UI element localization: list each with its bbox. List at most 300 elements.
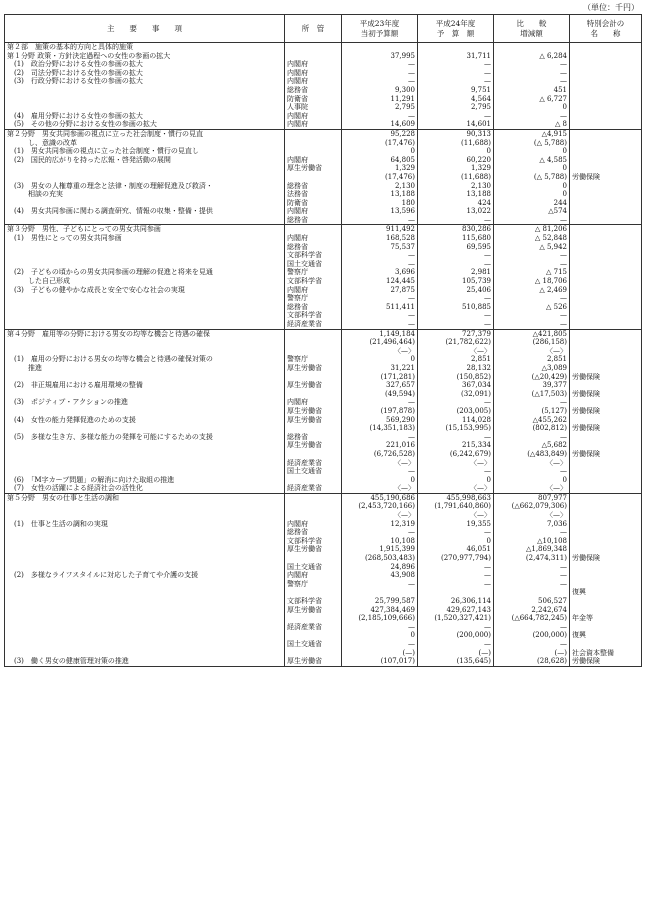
row-fy23: 10,108 bbox=[342, 537, 418, 546]
row-diff: — bbox=[494, 467, 570, 476]
row-dept: 厚生労働省 bbox=[285, 407, 342, 416]
row-diff: 0 bbox=[494, 182, 570, 191]
row-fy24: — bbox=[418, 251, 494, 260]
row-dept: 経済産業省 bbox=[285, 623, 342, 632]
row-dept: 国土交通省 bbox=[285, 640, 342, 649]
row-item bbox=[5, 502, 285, 511]
row-item bbox=[5, 623, 285, 632]
row-dept bbox=[285, 373, 342, 382]
row-dept: 文部科学省 bbox=[285, 311, 342, 320]
row-dept: 厚生労働省 bbox=[285, 441, 342, 450]
row-fy24: 2,981 bbox=[418, 268, 494, 277]
table-row bbox=[5, 243, 642, 252]
row-fy23: 64,805 bbox=[342, 156, 418, 165]
row-special bbox=[570, 147, 642, 156]
row-fy23: 〈—〉 bbox=[342, 459, 418, 468]
row-fy23: — bbox=[342, 580, 418, 589]
row-diff: 〈—〉 bbox=[494, 347, 570, 356]
row-fy23: (17,476) bbox=[342, 139, 418, 148]
table-row bbox=[5, 139, 642, 148]
table-row bbox=[5, 537, 642, 546]
row-dept: 内閣府 bbox=[285, 207, 342, 216]
row-dept: 厚生労働省 bbox=[285, 164, 342, 173]
row-dept: 厚生労働省 bbox=[285, 606, 342, 615]
row-fy24: (11,688) bbox=[418, 173, 494, 182]
row-special bbox=[570, 640, 642, 649]
header-diff: 比 較 増減額 bbox=[494, 15, 570, 43]
unit-note: （単位：千円） bbox=[583, 3, 639, 12]
row-dept: 文部科学省 bbox=[285, 537, 342, 546]
row-fy23: 13,188 bbox=[342, 190, 418, 199]
row-item: (4) 男女共同参画に関わる調査研究、情報の収集・整備・提供 bbox=[5, 207, 285, 216]
row-special: 復興 bbox=[570, 631, 642, 640]
table-row bbox=[5, 511, 642, 520]
row-diff: △455,262 bbox=[494, 416, 570, 425]
row-fy24: — bbox=[418, 528, 494, 537]
row-diff: (—) bbox=[494, 649, 570, 658]
row-diff: (802,812) bbox=[494, 424, 570, 433]
table-row bbox=[5, 390, 642, 399]
row-diff: 〈—〉 bbox=[494, 511, 570, 520]
table-row bbox=[5, 520, 642, 529]
row-fy23: — bbox=[342, 640, 418, 649]
row-fy24: (1,791,640,860) bbox=[418, 502, 494, 511]
row-fy24: — bbox=[418, 294, 494, 303]
row-dept: 経済産業省 bbox=[285, 484, 342, 493]
row-special bbox=[570, 182, 642, 191]
row-dept: 内閣府 bbox=[285, 77, 342, 86]
table-row bbox=[5, 329, 642, 338]
row-special bbox=[570, 190, 642, 199]
row-dept bbox=[285, 502, 342, 511]
row-special bbox=[570, 86, 642, 95]
row-item: (2) 国民的広がりを持った広報・啓発活動の展開 bbox=[5, 156, 285, 165]
row-diff: (286,158) bbox=[494, 338, 570, 347]
row-diff: △1,869,348 bbox=[494, 545, 570, 554]
row-special bbox=[570, 320, 642, 329]
row-fy23: 31,221 bbox=[342, 364, 418, 373]
row-dept: 総務省 bbox=[285, 182, 342, 191]
row-dept: 防衛省 bbox=[285, 199, 342, 208]
row-dept bbox=[285, 173, 342, 182]
row-dept: 警察庁 bbox=[285, 294, 342, 303]
row-dept: 総務省 bbox=[285, 216, 342, 225]
row-diff: 807,977 bbox=[494, 493, 570, 502]
table-row bbox=[5, 120, 642, 129]
row-diff: 2,242,674 bbox=[494, 606, 570, 615]
row-special: 復興 bbox=[570, 588, 642, 597]
row-dept: 内閣府 bbox=[285, 286, 342, 295]
row-fy23: — bbox=[342, 320, 418, 329]
row-item bbox=[5, 563, 285, 572]
row-item bbox=[5, 251, 285, 260]
row-diff: (△20,429) bbox=[494, 373, 570, 382]
row-special bbox=[570, 277, 642, 286]
row-fy23: 2,795 bbox=[342, 103, 418, 112]
row-special bbox=[570, 563, 642, 572]
row-diff: 244 bbox=[494, 199, 570, 208]
row-dept bbox=[285, 129, 342, 138]
row-fy24: 90,313 bbox=[418, 129, 494, 138]
row-item: 第４分野 雇用等の分野における男女の均等な機会と待遇の確保 bbox=[5, 329, 285, 338]
table-row bbox=[5, 129, 642, 138]
row-dept: 総務省 bbox=[285, 433, 342, 442]
table-row bbox=[5, 294, 642, 303]
row-diff: (△662,079,306) bbox=[494, 502, 570, 511]
row-item bbox=[5, 303, 285, 312]
row-item: (2) 非正規雇用における雇用環境の整備 bbox=[5, 381, 285, 390]
row-special bbox=[570, 234, 642, 243]
table-row bbox=[5, 216, 642, 225]
row-fy23: — bbox=[342, 311, 418, 320]
row-diff: 39,377 bbox=[494, 381, 570, 390]
row-item bbox=[5, 631, 285, 640]
row-item: 相談の充実 bbox=[5, 190, 285, 199]
row-item bbox=[5, 554, 285, 563]
row-special bbox=[570, 139, 642, 148]
table-row bbox=[5, 338, 642, 347]
table-row bbox=[5, 545, 642, 554]
table-row bbox=[5, 407, 642, 416]
row-special bbox=[570, 260, 642, 269]
row-item: (1) 雇用の分野における男女の均等な機会と待遇の確保対策の bbox=[5, 355, 285, 364]
row-dept bbox=[285, 614, 342, 623]
row-fy23: 221,016 bbox=[342, 441, 418, 450]
row-fy24: 2,795 bbox=[418, 103, 494, 112]
row-special bbox=[570, 303, 642, 312]
row-diff: 0 bbox=[494, 164, 570, 173]
row-diff: △ 6,284 bbox=[494, 52, 570, 61]
row-item bbox=[5, 311, 285, 320]
row-dept: 厚生労働省 bbox=[285, 545, 342, 554]
row-fy24: 2,130 bbox=[418, 182, 494, 191]
row-item: (2) 子どもの頃からの男女共同参画の理解の促進と将来を見通 bbox=[5, 268, 285, 277]
row-item: 第３分野 男性、子どもにとっての男女共同参画 bbox=[5, 225, 285, 234]
row-fy23: 25,799,587 bbox=[342, 597, 418, 606]
row-fy23: (268,503,483) bbox=[342, 554, 418, 563]
row-item: 第５分野 男女の仕事と生活の調和 bbox=[5, 493, 285, 502]
row-diff: — bbox=[494, 563, 570, 572]
row-special bbox=[570, 294, 642, 303]
row-dept bbox=[285, 225, 342, 234]
row-diff: (△ 5,788) bbox=[494, 173, 570, 182]
row-special bbox=[570, 537, 642, 546]
row-fy23: 75,537 bbox=[342, 243, 418, 252]
row-item: (1) 男女共同参画の視点に立った社会制度・慣行の見直し bbox=[5, 147, 285, 156]
row-fy23: 1,149,184 bbox=[342, 329, 418, 338]
row-diff: — bbox=[494, 77, 570, 86]
row-special: 労働保険 bbox=[570, 450, 642, 459]
row-fy24: 424 bbox=[418, 199, 494, 208]
row-special bbox=[570, 338, 642, 347]
row-fy23: (6,726,528) bbox=[342, 450, 418, 459]
row-fy23: (21,496,464) bbox=[342, 338, 418, 347]
row-special bbox=[570, 311, 642, 320]
row-special bbox=[570, 268, 642, 277]
row-fy24: 69,595 bbox=[418, 243, 494, 252]
row-special bbox=[570, 433, 642, 442]
row-item bbox=[5, 606, 285, 615]
row-special bbox=[570, 355, 642, 364]
row-fy24: 14,601 bbox=[418, 120, 494, 129]
row-fy23: 2,130 bbox=[342, 182, 418, 191]
table-row bbox=[5, 303, 642, 312]
row-item bbox=[5, 537, 285, 546]
row-dept: 警察庁 bbox=[285, 268, 342, 277]
row-fy24: 429,627,143 bbox=[418, 606, 494, 615]
row-special: 労働保険 bbox=[570, 554, 642, 563]
row-special bbox=[570, 467, 642, 476]
row-dept bbox=[285, 450, 342, 459]
row-fy24: 510,885 bbox=[418, 303, 494, 312]
row-item: (1) 男性にとっての男女共同参画 bbox=[5, 234, 285, 243]
row-item bbox=[5, 441, 285, 450]
row-special bbox=[570, 216, 642, 225]
table-row bbox=[5, 77, 642, 86]
row-fy23: — bbox=[342, 77, 418, 86]
row-item: (1) 仕事と生活の調和の実現 bbox=[5, 520, 285, 529]
row-item: 第１分野 政策・方針決定過程への女性の参画の拡大 bbox=[5, 52, 285, 61]
row-dept bbox=[285, 43, 342, 52]
row-item bbox=[5, 320, 285, 329]
row-item bbox=[5, 164, 285, 173]
row-fy23: 327,657 bbox=[342, 381, 418, 390]
row-diff: △ 526 bbox=[494, 303, 570, 312]
header-item: 主 要 事 項 bbox=[5, 15, 285, 43]
row-fy23: — bbox=[342, 623, 418, 632]
table-row bbox=[5, 207, 642, 216]
row-fy24 bbox=[418, 588, 494, 597]
row-dept: 内閣府 bbox=[285, 120, 342, 129]
row-special bbox=[570, 459, 642, 468]
table-row bbox=[5, 597, 642, 606]
row-diff: △ 52,848 bbox=[494, 234, 570, 243]
row-diff: 〈—〉 bbox=[494, 459, 570, 468]
row-diff: 0 bbox=[494, 103, 570, 112]
row-item bbox=[5, 580, 285, 589]
row-special bbox=[570, 329, 642, 338]
row-diff bbox=[494, 588, 570, 597]
table-row bbox=[5, 347, 642, 356]
row-fy24: 115,680 bbox=[418, 234, 494, 243]
row-fy24: 13,022 bbox=[418, 207, 494, 216]
row-fy23: 37,995 bbox=[342, 52, 418, 61]
row-fy23: (107,017) bbox=[342, 657, 418, 666]
row-fy24: 0 bbox=[418, 476, 494, 485]
row-dept: 内閣府 bbox=[285, 60, 342, 69]
table-row bbox=[5, 147, 642, 156]
row-fy24: 455,998,663 bbox=[418, 493, 494, 502]
table-row bbox=[5, 563, 642, 572]
row-fy23: 〈—〉 bbox=[342, 347, 418, 356]
row-fy23: — bbox=[342, 216, 418, 225]
table-row bbox=[5, 441, 642, 450]
row-fy23: 11,291 bbox=[342, 95, 418, 104]
table-row bbox=[5, 424, 642, 433]
row-item: 第２分野 男女共同参画の視点に立った社会制度・慣行の見直 bbox=[5, 129, 285, 138]
table-row bbox=[5, 52, 642, 61]
table-row bbox=[5, 199, 642, 208]
row-special: 労働保険 bbox=[570, 373, 642, 382]
row-dept bbox=[285, 424, 342, 433]
row-fy23: — bbox=[342, 251, 418, 260]
row-dept: 警察庁 bbox=[285, 355, 342, 364]
row-item bbox=[5, 199, 285, 208]
row-dept: 厚生労働省 bbox=[285, 416, 342, 425]
row-fy24: 727,379 bbox=[418, 329, 494, 338]
table-row bbox=[5, 571, 642, 580]
row-diff: △ 4,585 bbox=[494, 156, 570, 165]
table-row bbox=[5, 606, 642, 615]
row-item bbox=[5, 347, 285, 356]
table-row bbox=[5, 657, 642, 666]
row-item: (5) その他の分野における女性の参画の拡大 bbox=[5, 120, 285, 129]
row-item: (3) 働く男女の健康管理対策の推進 bbox=[5, 657, 285, 666]
row-diff: 2,851 bbox=[494, 355, 570, 364]
row-diff: — bbox=[494, 580, 570, 589]
row-dept: 法務省 bbox=[285, 190, 342, 199]
row-dept bbox=[285, 52, 342, 61]
row-diff: △4,915 bbox=[494, 129, 570, 138]
row-item: (3) 行政分野における女性の参画の拡大 bbox=[5, 77, 285, 86]
row-fy23: 180 bbox=[342, 199, 418, 208]
row-diff: 〈—〉 bbox=[494, 484, 570, 493]
row-fy23: — bbox=[342, 433, 418, 442]
table-row bbox=[5, 234, 642, 243]
header-fy24: 平成24年度 予 算 額 bbox=[418, 15, 494, 43]
row-dept: 防衛省 bbox=[285, 95, 342, 104]
row-fy24: 114,028 bbox=[418, 416, 494, 425]
row-diff: — bbox=[494, 640, 570, 649]
row-fy23: 124,445 bbox=[342, 277, 418, 286]
row-diff: — bbox=[494, 433, 570, 442]
table-row bbox=[5, 43, 642, 52]
table-row bbox=[5, 398, 642, 407]
row-item bbox=[5, 86, 285, 95]
row-dept: 経済産業省 bbox=[285, 320, 342, 329]
row-dept bbox=[285, 390, 342, 399]
table-row bbox=[5, 355, 642, 364]
row-special bbox=[570, 493, 642, 502]
row-fy24: 13,188 bbox=[418, 190, 494, 199]
table-row bbox=[5, 450, 642, 459]
table-row bbox=[5, 416, 642, 425]
row-item bbox=[5, 597, 285, 606]
table-row bbox=[5, 320, 642, 329]
row-diff: (△ 5,788) bbox=[494, 139, 570, 148]
row-fy23: — bbox=[342, 60, 418, 69]
row-dept: 厚生労働省 bbox=[285, 657, 342, 666]
row-item bbox=[5, 243, 285, 252]
row-dept: 国土交通省 bbox=[285, 467, 342, 476]
row-fy23: 1,915,399 bbox=[342, 545, 418, 554]
row-fy23: 427,384,469 bbox=[342, 606, 418, 615]
row-fy24: 105,739 bbox=[418, 277, 494, 286]
row-dept: 内閣府 bbox=[285, 398, 342, 407]
row-fy23: — bbox=[342, 69, 418, 78]
row-dept bbox=[285, 476, 342, 485]
row-fy23: 〈—〉 bbox=[342, 511, 418, 520]
row-fy23: 12,319 bbox=[342, 520, 418, 529]
row-fy24: 215,334 bbox=[418, 441, 494, 450]
row-fy24: (150,852) bbox=[418, 373, 494, 382]
row-dept: 総務省 bbox=[285, 86, 342, 95]
row-diff: △3,089 bbox=[494, 364, 570, 373]
row-diff: △ 81,206 bbox=[494, 225, 570, 234]
table-body bbox=[5, 43, 642, 667]
row-fy24: 60,220 bbox=[418, 156, 494, 165]
row-fy24: — bbox=[418, 320, 494, 329]
row-special bbox=[570, 164, 642, 173]
row-dept: 文部科学省 bbox=[285, 251, 342, 260]
row-fy23: 3,696 bbox=[342, 268, 418, 277]
row-diff: — bbox=[494, 528, 570, 537]
row-diff: (2,474,311) bbox=[494, 554, 570, 563]
row-diff: △ 6,727 bbox=[494, 95, 570, 104]
row-special bbox=[570, 286, 642, 295]
row-dept bbox=[285, 511, 342, 520]
row-special bbox=[570, 243, 642, 252]
row-fy24: — bbox=[418, 640, 494, 649]
row-fy23: 0 bbox=[342, 147, 418, 156]
row-special: 年金等 bbox=[570, 614, 642, 623]
row-fy24: (21,782,622) bbox=[418, 338, 494, 347]
row-diff: — bbox=[494, 251, 570, 260]
row-fy24: — bbox=[418, 60, 494, 69]
row-fy24: (200,000) bbox=[418, 631, 494, 640]
row-dept: 内閣府 bbox=[285, 156, 342, 165]
row-diff: — bbox=[494, 623, 570, 632]
table-row bbox=[5, 580, 642, 589]
row-item: (3) ポジティブ・アクションの推進 bbox=[5, 398, 285, 407]
row-fy23: 14,609 bbox=[342, 120, 418, 129]
row-item bbox=[5, 424, 285, 433]
header-fy23: 平成23年度 当初予算額 bbox=[342, 15, 418, 43]
row-special bbox=[570, 441, 642, 450]
table-row bbox=[5, 112, 642, 121]
row-special bbox=[570, 251, 642, 260]
row-fy24: (—) bbox=[418, 649, 494, 658]
row-diff: △ 8 bbox=[494, 120, 570, 129]
table-header-row bbox=[5, 15, 642, 43]
row-fy24: (1,520,327,421) bbox=[418, 614, 494, 623]
row-diff: — bbox=[494, 260, 570, 269]
table-row bbox=[5, 164, 642, 173]
row-diff: — bbox=[494, 216, 570, 225]
row-item: (2) 多様なライフスタイルに対応した子育てや介護の支援 bbox=[5, 571, 285, 580]
row-special bbox=[570, 623, 642, 632]
row-dept: 国土交通省 bbox=[285, 260, 342, 269]
row-dept bbox=[285, 631, 342, 640]
row-fy23: (17,476) bbox=[342, 173, 418, 182]
row-dept bbox=[285, 554, 342, 563]
row-fy24: — bbox=[418, 216, 494, 225]
row-item bbox=[5, 450, 285, 459]
row-diff: — bbox=[494, 571, 570, 580]
row-fy24: 0 bbox=[418, 537, 494, 546]
header-dept: 所 管 bbox=[285, 15, 342, 43]
row-fy23: 27,875 bbox=[342, 286, 418, 295]
row-dept bbox=[285, 338, 342, 347]
row-special: 労働保険 bbox=[570, 407, 642, 416]
row-fy24: (15,153,995) bbox=[418, 424, 494, 433]
row-fy24: 367,034 bbox=[418, 381, 494, 390]
table-row bbox=[5, 69, 642, 78]
row-fy23: 43,908 bbox=[342, 571, 418, 580]
header-special: 特別会計の 名 称 bbox=[570, 15, 642, 43]
row-diff: — bbox=[494, 60, 570, 69]
row-dept: 国土交通省 bbox=[285, 563, 342, 572]
